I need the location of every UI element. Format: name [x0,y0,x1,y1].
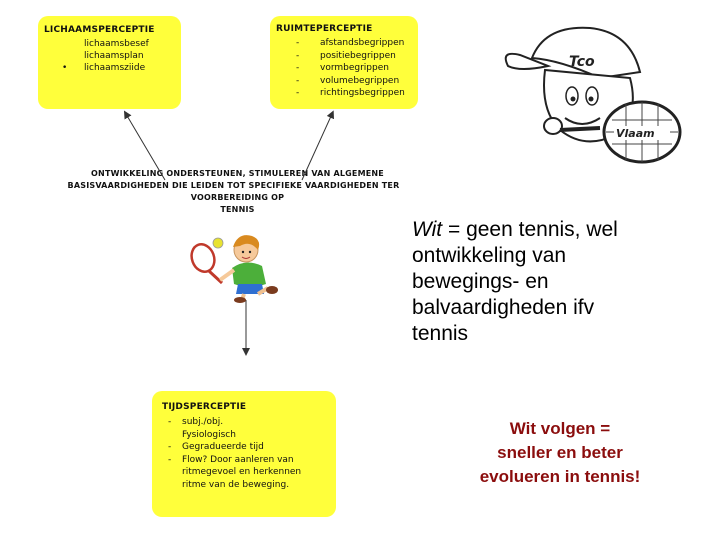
follow-line-1: Wit volgen = [509,419,611,438]
center-line-3: VOORBEREIDING OP [190,193,285,202]
tennis-kid-illustration [188,235,278,303]
main-line-2: ontwikkeling van [412,244,567,267]
main-statement [412,217,702,347]
list-item: - subj./obj. [168,417,224,427]
follow-line-3: evolueren in tennis! [479,467,641,486]
tijdsperceptie-title: TIJDSPERCEPTIE [162,402,247,412]
ruimteperceptie-title: RUIMTEPERCEPTIE [276,24,373,34]
list-item: ritme van de beweging. [182,479,290,490]
center-line-2: BASISVAARDIGHEDEN DIE LEIDEN TOT SPECIFIEKE VAARDIGHEDEN TER [67,181,400,190]
list-item: Fysiologisch [182,429,236,440]
list-item: - richtingsbegrippen [296,88,405,98]
main-line-5: tennis [412,322,469,345]
list-item: ritmegevoel en herkennen [182,467,302,477]
list-item: - afstandsbegrippen [296,38,405,48]
main-line-4: balvaardigheden ifv [412,296,595,319]
follow-line-2: sneller en beter [497,443,623,462]
tennis-mascot-illustration [506,28,680,162]
center-line-4: TENNIS [220,205,255,214]
list-item: • lichaamsziide [62,63,146,73]
list-item: - vormbegrippen [296,63,389,73]
list-item: - Flow? Door aanleren van [168,454,294,465]
main-line-3: bewegings- en [412,270,549,293]
center-line-1: ONTWIKKELING ONDERSTEUNEN, STIMULEREN VAN ALGEMENE [91,169,384,178]
arrow-to-lichaamsperceptie [126,114,165,180]
lichaamsperceptie-title: LICHAAMSPERCEPTIE [44,25,155,35]
mascot-racket-label: Vlaam [616,127,655,140]
list-item: lichaamsbesef [84,39,149,49]
list-item: - positiebegrippen [296,50,396,61]
list-item: - Gegradueerde tijd [168,442,264,452]
mascot-cap-label: Tco [569,54,595,70]
list-item: - volumebegrippen [296,75,400,86]
arrow-to-ruimteperceptie [302,114,332,180]
follow-statement [455,417,665,489]
list-item: lichaamsplan [84,51,144,61]
main-line-1: Wit = geen tennis, wel [412,218,618,241]
